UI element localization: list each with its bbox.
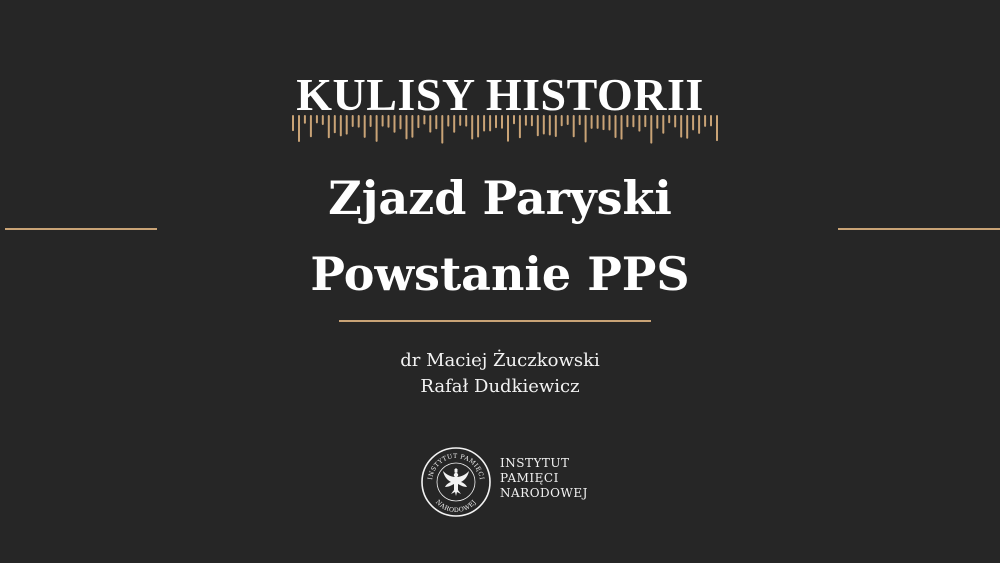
- author-2: Rafał Dudkiewicz: [420, 376, 580, 397]
- svg-text:INSTYTUT PAMIĘCI: INSTYTUT PAMIĘCI: [427, 452, 485, 481]
- episode-title-line1: Zjazd Paryski: [328, 171, 672, 225]
- decorative-rule-center: [339, 320, 651, 322]
- decorative-rule-right: [838, 228, 1000, 230]
- series-title: KULISY HISTORII: [296, 69, 704, 120]
- author-1: dr Maciej Żuczkowski: [400, 350, 600, 371]
- decorative-rule-left: [5, 228, 157, 230]
- episode-title-line2: Powstanie PPS: [310, 247, 690, 301]
- institution-name: [500, 456, 588, 501]
- institution-line-2: PAMIĘCI: [500, 471, 559, 485]
- svg-text:NARODOWEJ: NARODOWEJ: [434, 498, 478, 515]
- audio-waveform-icon: [290, 112, 720, 148]
- eagle-seal-icon: [420, 446, 492, 518]
- institution-line-1: INSTYTUT: [500, 456, 570, 470]
- institution-line-3: NARODOWEJ: [500, 486, 588, 500]
